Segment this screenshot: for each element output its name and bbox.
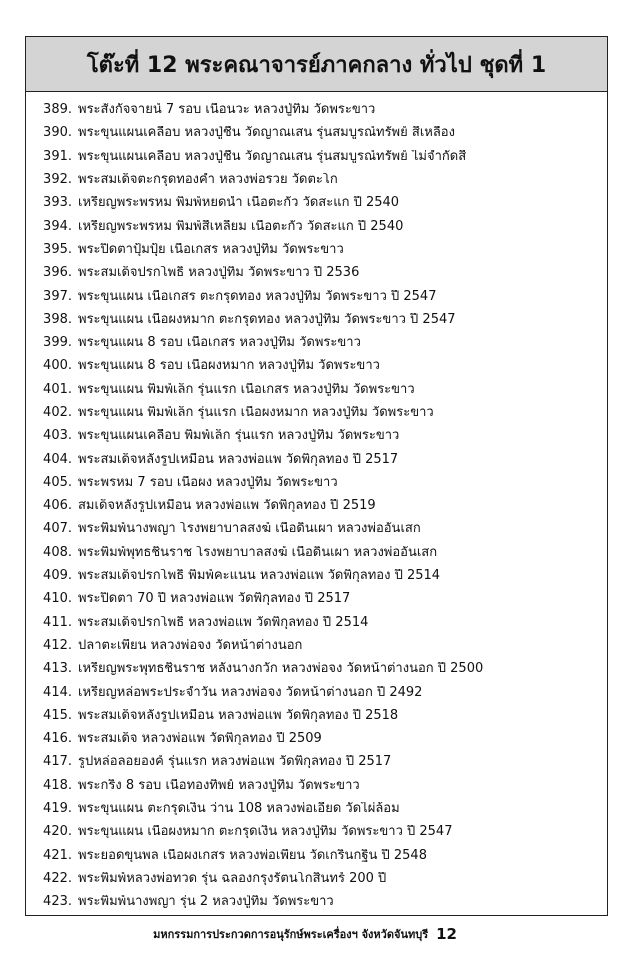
item-number: 405. <box>43 474 72 490</box>
list-item <box>26 168 607 191</box>
item-description: พระสมเด็จปรกโพธิ์ พิมพ์คะแนน หลวงพ่อแพ วัดพิกุลทอง ปี 2514 <box>78 569 441 583</box>
list-item <box>26 750 607 773</box>
list-item <box>26 471 607 494</box>
item-number: 423. <box>43 894 72 910</box>
catalog-frame <box>25 36 608 916</box>
footer-source: มหกรรมการประกวดการอนุรักษ์พระเครื่องฯ จังหวัดจันทบุรี <box>153 928 429 941</box>
item-description: พระสมเด็จหลังรูปเหมือน หลวงพ่อแพ วัดพิกุลทอง ปี 2517 <box>78 452 399 466</box>
item-description: พระพิมพ์นางพญา รุ่น 2 หลวงปู่ทิม วัดพระขาว <box>78 895 334 909</box>
list-item <box>26 587 607 610</box>
item-number: 420. <box>43 824 72 840</box>
list-item <box>26 401 607 424</box>
item-number: 391. <box>43 148 72 164</box>
item-number: 396. <box>43 265 72 281</box>
item-description: เหรียญพระพรหม พิมพ์สี่เหลี่ยม เนื้อตะกั่ว วัดสะแก ปี 2540 <box>78 219 404 233</box>
list-item <box>26 844 607 867</box>
item-description: พระขุนแผน เนื้อผงหมาก ตะกรุดเงิน หลวงปู่ทิม วัดพระขาว ปี 2547 <box>78 825 453 839</box>
item-number: 419. <box>43 801 72 817</box>
item-description: พระขุนแผนเคลือบ หลวงปู่ชื้น วัดญาณเสน รุ่นสมบูรณ์ทรัพย์ สีเหลือง <box>78 126 455 140</box>
item-number: 422. <box>43 870 72 886</box>
item-description: พระขุนแผนเคลือบ หลวงปู่ชื้น วัดญาณเสน รุ่นสมบูรณ์ทรัพย์ ไม่จำกัดสี <box>78 149 467 163</box>
item-description: พระพิมพ์หลวงพ่อทวด รุ่น ฉลองกรุงรัตนโกสินทร์ 200 ปี <box>78 871 387 885</box>
item-description: พระปิดตา 70 ปี หลวงพ่อแพ วัดพิกุลทอง ปี 2517 <box>78 592 351 606</box>
list-item <box>26 727 607 750</box>
item-number: 400. <box>43 358 72 374</box>
list-item <box>26 774 607 797</box>
list-item <box>26 378 607 401</box>
item-description: เหรียญพระพรหม พิมพ์หยดน้ำ เนื้อตะกั่ว วัดสะแก ปี 2540 <box>78 196 400 210</box>
list-item <box>26 98 607 121</box>
item-number: 389. <box>43 102 72 118</box>
item-number: 404. <box>43 451 72 467</box>
item-description: รูปหล่อลอยองค์ รุ่นแรก หลวงพ่อแพ วัดพิกุลทอง ปี 2517 <box>78 755 392 769</box>
item-number: 408. <box>43 544 72 560</box>
item-description: เหรียญหล่อพระประจำวัน หลวงพ่อจง วัดหน้าต่างนอก ปี 2492 <box>78 685 423 699</box>
item-description: พระยอดขุนพล เนื้อผงเกสร หลวงพ่อเพี้ยน วัดเกริ่นกฐิน ปี 2548 <box>78 848 427 862</box>
item-description: พระขุนแผน พิมพ์เล็ก รุ่นแรก เนื้อเกสร หลวงปู่ทิม วัดพระขาว <box>78 382 415 396</box>
item-description: พระพิมพ์พุทธชินราช โรงพยาบาลสงฆ์ เนื้อดินเผา หลวงพ่ออั้นเสก <box>78 545 438 559</box>
list-item <box>26 820 607 843</box>
item-number: 415. <box>43 707 72 723</box>
item-description: สมเด็จหลังรูปเหมือน หลวงพ่อแพ วัดพิกุลทอง ปี 2519 <box>78 499 376 513</box>
item-description: พระสังกัจจายน์ 7 รอบ เนื้อนวะ หลวงปู่ทิม วัดพระขาว <box>78 103 376 117</box>
list-item <box>26 634 607 657</box>
item-number: 411. <box>43 614 72 630</box>
item-number: 409. <box>43 568 72 584</box>
item-description: เหรียญพระพุทธชินราช หลังนางกวัก หลวงพ่อจง วัดหน้าต่างนอก ปี 2500 <box>78 662 484 676</box>
item-number: 399. <box>43 335 72 351</box>
item-description: พระสมเด็จปรกโพธิ์ หลวงปู่ทิม วัดพระขาว ปี 2536 <box>78 266 360 280</box>
item-description: พระกริ่ง 8 รอบ เนื้อทองทิพย์ หลวงปู่ทิม วัดพระขาว <box>78 778 360 792</box>
list-item <box>26 261 607 284</box>
item-number: 393. <box>43 195 72 211</box>
item-description: พระขุนแผน 8 รอบ เนื้อเกสร หลวงปู่ทิม วัดพระขาว <box>78 336 361 350</box>
item-number: 406. <box>43 498 72 514</box>
item-description: พระพรหม 7 รอบ เนื้อผง หลวงปู่ทิม วัดพระขาว <box>78 475 338 489</box>
item-number: 392. <box>43 172 72 188</box>
item-number: 403. <box>43 428 72 444</box>
item-number: 394. <box>43 218 72 234</box>
item-number: 414. <box>43 684 72 700</box>
item-number: 398. <box>43 311 72 327</box>
list-item <box>26 424 607 447</box>
item-description: พระสมเด็จปรกโพธิ์ หลวงพ่อแพ วัดพิกุลทอง ปี 2514 <box>78 615 369 629</box>
item-description: พระขุนแผน เนื้อเกสร ตะกรุดทอง หลวงปู่ทิม วัดพระขาว ปี 2547 <box>78 289 437 303</box>
item-number: 390. <box>43 125 72 141</box>
item-number: 417. <box>43 754 72 770</box>
list-item <box>26 680 607 703</box>
list-item <box>26 867 607 890</box>
item-number: 407. <box>43 521 72 537</box>
item-number: 421. <box>43 847 72 863</box>
item-number: 410. <box>43 591 72 607</box>
list-item <box>26 657 607 680</box>
list-item <box>26 331 607 354</box>
item-description: พระขุนแผน พิมพ์เล็ก รุ่นแรก เนื้อผงหมาก หลวงปู่ทิม วัดพระขาว <box>78 406 434 419</box>
item-number: 395. <box>43 241 72 257</box>
list-item <box>26 564 607 587</box>
item-description: ปลาตะเพียน หลวงพ่อจง วัดหน้าต่างนอก <box>78 638 303 652</box>
page-footer <box>0 922 633 946</box>
item-number: 413. <box>43 661 72 677</box>
item-description: พระสมเด็จตะกรุดทองคำ หลวงพ่อรวย วัดตะโก <box>78 173 338 187</box>
list-item <box>26 354 607 377</box>
item-description: พระสมเด็จ หลวงพ่อแพ วัดพิกุลทอง ปี 2509 <box>78 732 322 746</box>
item-number: 416. <box>43 731 72 747</box>
list-item <box>26 308 607 331</box>
list-item <box>26 447 607 470</box>
list-item <box>26 611 607 634</box>
list-item <box>26 541 607 564</box>
item-description: พระขุนแผน เนื้อผงหมาก ตะกรุดทอง หลวงปู่ทิม วัดพระขาว ปี 2547 <box>78 312 456 326</box>
list-item <box>26 191 607 214</box>
list-item <box>26 517 607 540</box>
list-item <box>26 145 607 168</box>
item-description: พระขุนแผนเคลือบ พิมพ์เล็ก รุ่นแรก หลวงปู่ทิม วัดพระขาว <box>78 429 400 443</box>
list-item <box>26 797 607 820</box>
list-item <box>26 704 607 727</box>
page-number: 12 <box>436 925 457 943</box>
item-number: 412. <box>43 637 72 653</box>
item-description: พระขุนแผน ตะกรุดเงิน ว่าน 108 หลวงพ่อเอียด วัดไผ่ล้อม <box>78 802 400 816</box>
item-description: พระขุนแผน 8 รอบ เนื้อผงหมาก หลวงปู่ทิม วัดพระขาว <box>78 359 380 373</box>
item-description: พระสมเด็จหลังรูปเหมือน หลวงพ่อแพ วัดพิกุลทอง ปี 2518 <box>78 708 399 722</box>
list-item <box>26 890 607 913</box>
item-number: 397. <box>43 288 72 304</box>
page-title: โต๊ะที่ 12 พระคณาจารย์ภาคกลาง ทั่วไป ชุดที่ 1 <box>26 37 607 92</box>
item-number: 402. <box>43 405 72 420</box>
list-item <box>26 284 607 307</box>
list-item <box>26 494 607 517</box>
item-description: พระพิมพ์นางพญา โรงพยาบาลสงฆ์ เนื้อดินเผา หลวงพ่ออั้นเสก <box>78 522 421 536</box>
list-item <box>26 214 607 237</box>
list-item <box>26 121 607 144</box>
item-number: 401. <box>43 381 72 397</box>
item-description: พระปิดตาปุ้มปุ้ย เนื้อเกสร หลวงปู่ทิม วัดพระขาว <box>78 242 344 256</box>
amulet-list <box>26 92 607 913</box>
list-item <box>26 238 607 261</box>
item-number: 418. <box>43 777 72 793</box>
